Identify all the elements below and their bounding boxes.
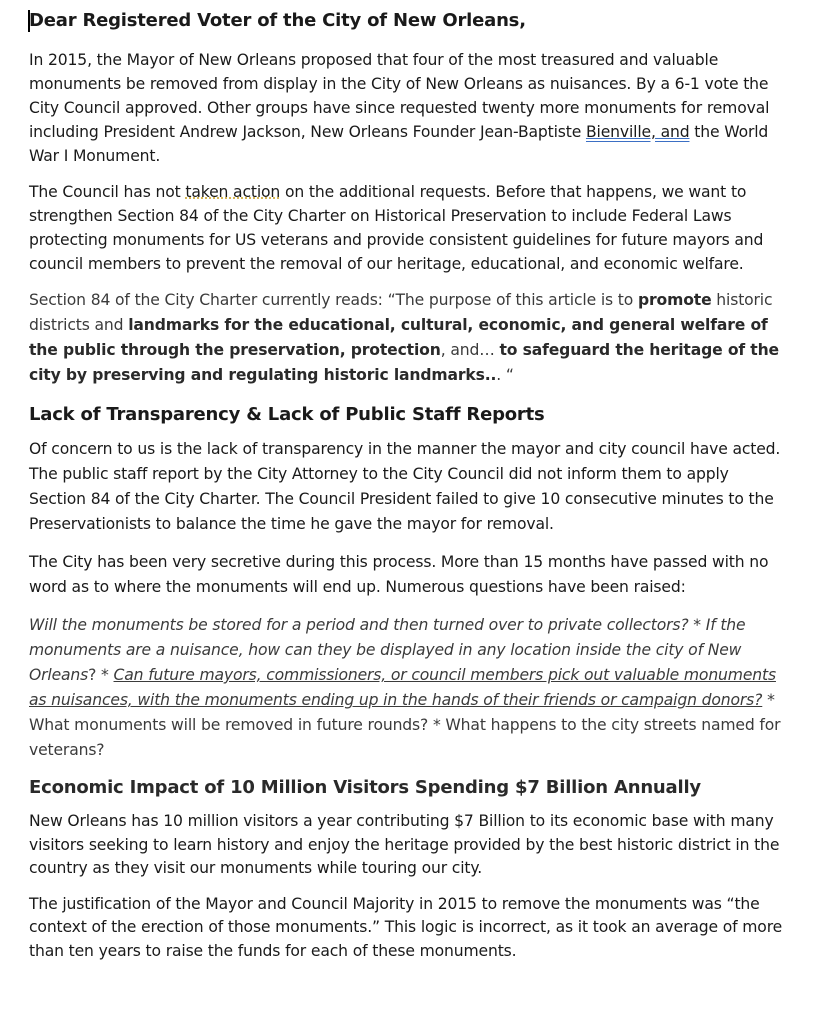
grammar-underline-text: taken action bbox=[185, 183, 281, 201]
paragraph-intro-text-end: the World War I Monument. bbox=[29, 123, 769, 165]
section-84-text-4: . “ bbox=[496, 366, 514, 384]
section-84-bold-3: to safeguard the heritage of the city by preserving and regulating historic landmarks.. bbox=[29, 341, 779, 384]
paragraph-questions bbox=[29, 613, 789, 763]
document-page bbox=[29, 8, 789, 963]
paragraph-intro-text: In 2015, the Mayor of New Orleans proposed that four of the most treasured and valuable monuments be removed from display in the City of New Orleans as nuisances. By a 6-1 vote the City Council approved. Other groups have since requested twenty more monuments for removal including President Andrew Jackson, New Orleans Founder Jean-Baptiste bbox=[29, 51, 770, 141]
paragraph-council bbox=[29, 180, 789, 276]
section-84-text-1: Section 84 of the City Charter currently reads: “The purpose of this article is to bbox=[29, 291, 638, 309]
question-4-5: * What monuments will be removed in future rounds? * What happens to the city streets named for veterans? bbox=[29, 691, 781, 759]
section-84-text-3: , and… bbox=[440, 341, 500, 359]
paragraph-council-text: The Council has not bbox=[29, 183, 186, 201]
question-2: If the monuments are a nuisance, how can they be displayed in any location inside the city of New Orleans bbox=[29, 616, 746, 684]
question-separator-2: ? * bbox=[88, 666, 114, 684]
question-3: Can future mayors, commissioners, or council members pick out valuable monuments as nuisances, with the monuments ending up in the hands of their friends or campaign donors? bbox=[29, 666, 776, 709]
paragraph-section-84 bbox=[29, 288, 789, 388]
paragraph-intro bbox=[29, 48, 789, 168]
salutation bbox=[29, 8, 789, 34]
paragraph-visitors: New Orleans has 10 million visitors a year contributing $7 Billion to its economic base with many visitors seeking to learn history and enjoy the heritage provided by the best historic district in the country as they visit our monuments while touring our city. bbox=[29, 812, 780, 877]
section-84-bold-1: promote bbox=[637, 291, 712, 309]
salutation-text: Dear Registered Voter of the City of New Orleans, bbox=[29, 10, 526, 31]
question-1: Will the monuments be stored for a period and then turned over to private collectors? bbox=[29, 616, 689, 634]
section-84-bold-2: landmarks for the educational, cultural, economic, and general welfare of the public through the preservation, protection bbox=[29, 316, 768, 359]
question-separator-1: * bbox=[688, 616, 706, 634]
paragraph-concern: Of concern to us is the lack of transparency in the manner the mayor and city council have acted. The public staff report by the City Attorney to the City Council did not inform them to apply Section 84 of the City Charter. The Council President failed to give 10 consecutive minutes to the Preservationists to balance the time he gave the mayor for removal. bbox=[29, 440, 781, 533]
paragraph-secretive: The City has been very secretive during this process. More than 15 months have passed with no word as to where the monuments will end up. Numerous questions have been raised: bbox=[29, 553, 769, 596]
paragraph-justification: The justification of the Mayor and Council Majority in 2015 to remove the monuments was “the context of the erection of those monuments.” This logic is incorrect, as it took an average of more than ten years to raise the funds for each of these monuments. bbox=[29, 894, 783, 960]
text-cursor bbox=[28, 10, 30, 32]
heading-economic-impact: Economic Impact of 10 Million Visitors Spending $7 Billion Annually bbox=[29, 777, 701, 798]
section-84-text-2: historic districts and bbox=[29, 291, 773, 334]
spellcheck-underline-text: Bienville, and bbox=[585, 123, 690, 141]
heading-transparency: Lack of Transparency & Lack of Public Staff Reports bbox=[29, 404, 545, 425]
paragraph-council-text-end: on the additional requests. Before that happens, we want to strengthen Section 84 of the City Charter on Historical Preservation to include Federal Laws protecting monuments for US veterans and provide consistent guidelines for future mayors and council members to prevent the removal of our heritage, educational, and economic welfare. bbox=[29, 183, 764, 273]
